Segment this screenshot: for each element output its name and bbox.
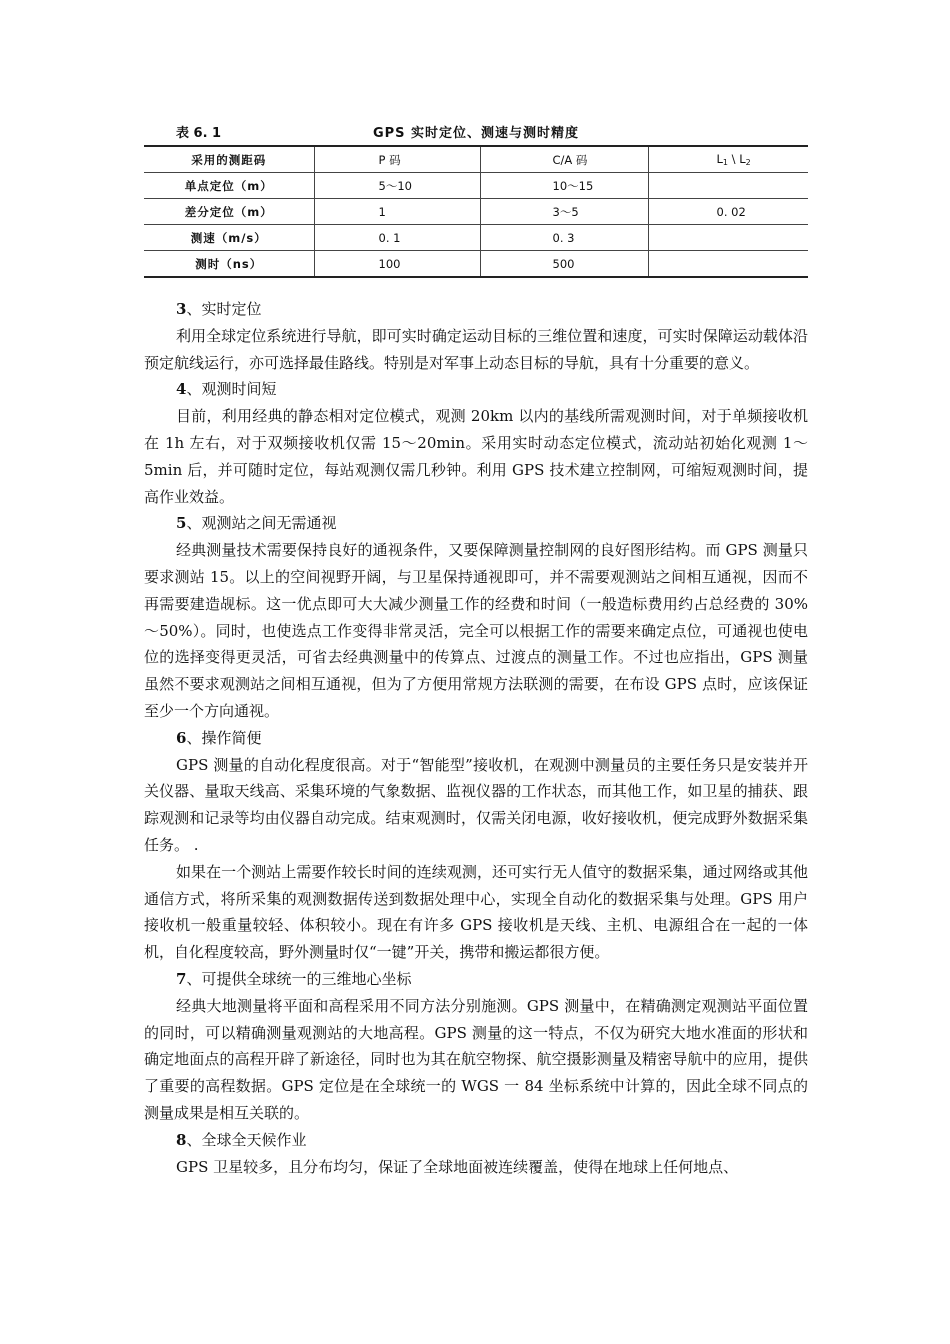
cell-ca-code: 500 bbox=[480, 251, 648, 278]
cell-ca-code: 10～15 bbox=[480, 173, 648, 199]
cell-l1-l2: 0. 02 bbox=[648, 199, 808, 225]
paragraph: 经典大地测量将平面和高程采用不同方法分别施测。GPS 测量中，在精确测定观测站平面位置的同时，可以精确测量观测站的大地高程。GPS 测量的这一特点，不仅为研究大地水准面的形状和确定地面点的高程开辟了新途径，同时也为其在航空物探、航空摄影测量及精密导航中的应用，提供了重要的高程数据。GPS 定位是在全球统一的 WGS 一 84 坐标系统中计算的，因此全球不同点的测量成果是相互关联的。 bbox=[144, 996, 808, 1122]
cell-p-code: 100 bbox=[314, 251, 480, 278]
accuracy-table bbox=[144, 145, 808, 278]
cell-l1-l2 bbox=[648, 251, 808, 278]
section-heading: 6、操作简便 bbox=[176, 728, 262, 747]
table-header-row bbox=[144, 146, 808, 173]
header-ca-code: C/A 码 bbox=[480, 146, 648, 173]
table-title: GPS 实时定位、测速与测时精度 bbox=[372, 126, 580, 141]
accuracy-table-block bbox=[144, 118, 808, 278]
header-l1-l2: $L_1$ \ $L_2$ bbox=[648, 146, 808, 173]
table-row bbox=[144, 173, 808, 199]
header-p-code: P 码 bbox=[314, 146, 480, 173]
paragraph: GPS 卫星较多，且分布均匀，保证了全球地面被连续覆盖，使得在地球上任何地点、 bbox=[176, 1157, 739, 1176]
table-row bbox=[144, 199, 808, 225]
cell-p-code: 0. 1 bbox=[314, 225, 480, 251]
paragraph: GPS 测量的自动化程度很高。对于“智能型”接收机，在观测中测量员的主要任务只是安装并开关仪器、量取天线高、采集环境的气象数据、监视仪器的工作状态，而其他工作，如卫星的捕获、跟踪观测和记录等均由仪器自动完成。结束观测时，仅需关闭电源，收好接收机，便完成野外数据采集任务。 . bbox=[144, 755, 808, 854]
section-heading: 4、观测时间短 bbox=[176, 380, 277, 399]
table-number: 表 6. 1 bbox=[176, 126, 222, 141]
table-caption bbox=[144, 118, 808, 145]
header-row-label: 采用的测距码 bbox=[144, 146, 314, 173]
row-label: 测速（m/s） bbox=[144, 225, 314, 251]
paragraph: 如果在一个测站上需要作较长时间的连续观测，还可实行无人值守的数据采集，通过网络或其他通信方式，将所采集的观测数据传送到数据处理中心，实现全自动化的数据采集与处理。GPS 用户接收机一般重量较轻、体积较小。现在有许多 GPS 接收机是天线、主机、电源组合在一起的一体机，自化程度较高，野外测量时仅“一键”开关，携带和搬运都很方便。 bbox=[144, 862, 808, 962]
table-row bbox=[144, 225, 808, 251]
cell-p-code: 5～10 bbox=[314, 173, 480, 199]
document-body bbox=[144, 296, 808, 1180]
paragraph: 目前，利用经典的静态相对定位模式，观测 20km 以内的基线所需观测时间，对于单频接收机在 1h 左右，对于双频接收机仅需 15～20min。采用实时动态定位模式，流动站初始化观测 1～5min 后，并可随时定位，每站观测仅需几秒钟。利用 GPS 技术建立控制网，可缩短观测时间，提高作业效益。 bbox=[144, 407, 808, 506]
row-label: 差分定位（m） bbox=[144, 199, 314, 225]
cell-ca-code: 0. 3 bbox=[480, 225, 648, 251]
paragraph: 经典测量技术需要保持良好的通视条件，又要保障测量控制网的良好图形结构。而 GPS 测量只要求测站 15。以上的空间视野开阔，与卫星保持通视即可，并不需要观测站之间相互通视，因而不再需要建造觇标。这一优点即可大大减少测量工作的经费和时间（一般造标费用约占总经费的 30%～50%）。同时，也使选点工作变得非常灵活，完全可以根据工作的需要来确定点位，可通视也使电位的选择变得更灵活，可省去经典测量中的传算点、过渡点的测量工作。不过也应指出，GPS 测量虽然不要求观测站之间相互通视，但为了方便用常规方法联测的需要，在布设 GPS 点时，应该保证至少一个方向通视。 bbox=[144, 541, 808, 720]
section-heading: 8、全球全天候作业 bbox=[176, 1130, 307, 1149]
table-row bbox=[144, 251, 808, 278]
section-heading: 7、可提供全球统一的三维地心坐标 bbox=[176, 969, 412, 988]
cell-ca-code: 3～5 bbox=[480, 199, 648, 225]
section-heading: 3、实时定位 bbox=[176, 300, 262, 318]
section-heading: 5、观测站之间无需通视 bbox=[176, 514, 337, 533]
cell-p-code: 1 bbox=[314, 199, 480, 225]
paragraph: 利用全球定位系统进行导航，即可实时确定运动目标的三维位置和速度，可实时保障运动载体沿预定航线运行，亦可选择最佳路线。特别是对军事上动态目标的导航，具有十分重要的意义。 bbox=[144, 326, 808, 372]
row-label: 单点定位（m） bbox=[144, 173, 314, 199]
row-label: 测时（ns） bbox=[144, 251, 314, 278]
cell-l1-l2 bbox=[648, 225, 808, 251]
cell-l1-l2 bbox=[648, 173, 808, 199]
